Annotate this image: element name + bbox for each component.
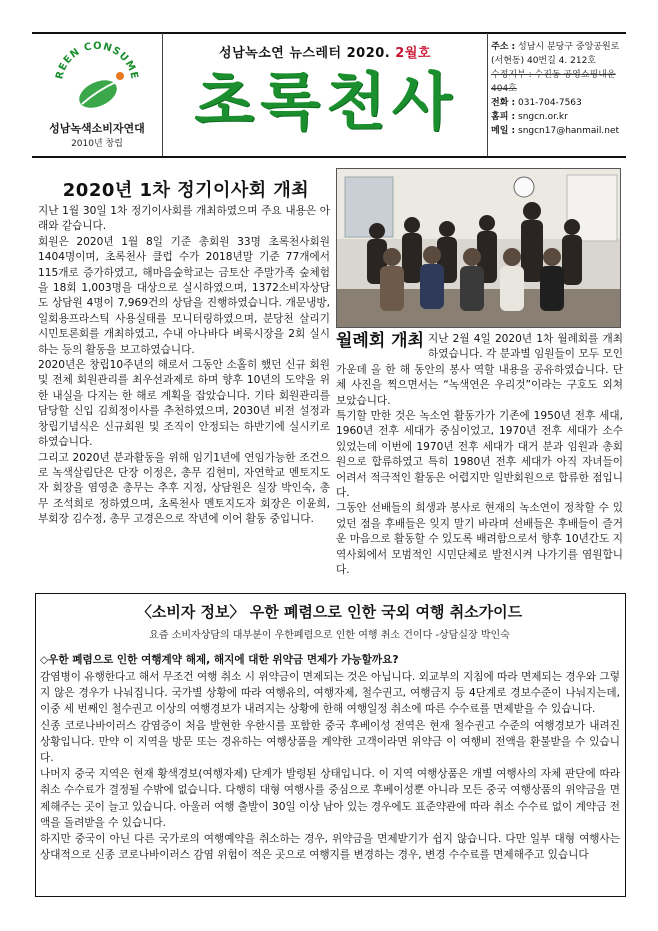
masthead-bottom-rule <box>32 156 626 158</box>
article1-body <box>38 204 330 528</box>
consumer-info-paragraph: 감염병이 유행한다고 해서 무조건 여행 취소 시 위약금이 면제되는 것은 아닙니다. 외교부의 지침에 따라 면제되는 경우와 그렇지 않은 경우가 나눠집니다. 국가별 상황에 따라 여행유의, 여행자제, 철수권고, 여행금지 등 4단계로 경보수준이 나눠지는데, 이중 세 번째인 철수권고 이상의 여행경보가 내려지는 상황에 한해 여행일정 취소에 따른 수수료를 면제받을 수 있습니다. <box>40 671 620 716</box>
logo-arc-text: REEN CONSUME <box>54 40 140 81</box>
founded-year: 2010년 창립 <box>71 139 123 149</box>
consumer-info-title: 〈소비자 정보〉 우한 폐렴으로 인한 국외 여행 취소가이드 <box>136 603 523 621</box>
article1-paragraph: 회원은 2020년 1월 8일 기준 총회원 33명 초록천사회원 1404명이며, 초록천사 클럽 수가 2018년말 기준 77개에서 115개로 증가하였고, 해마음숲학교는 금토산 주말가족 숲체험을 18회 1,003명을 대상으로 실시하였으며, 1372소비자상담도 상담원 4명이 7,969건의 상담을 진행하였습니다. 개문냉방, 일회용프라스틱 사용실태를 모니터링하였으며, 분당천 살리기 시민토론회를 개최하였고, 수내 아나바다 벼룩시장을 2회 실시하는 등의 활동을 보고하였습니다. <box>38 235 330 356</box>
consumer-info-question: ◇우한 폐렴으로 인한 여행계약 해제, 해지에 대한 위약금 면제가 가능할까요? <box>40 654 399 666</box>
address-label: 주소 : <box>491 42 516 52</box>
article2-paragraph: 특기할 만한 것은 녹소연 활동가가 기존에 1950년 전후 세대, 1960년 전후 세대가 중심이었고, 1970년 전후 세대가 소수 있었는데 이번에 1970년 전후 세대가 대거 분과 임원과 총회원으로 합류하였고 특히 1980년 전후 세대가 아직 자녀들이 어려서 적극적인 활동은 어렵지만 일반회원으로 합류한 점입니다. <box>336 410 623 500</box>
article2-paragraph: 지난 2월 4일 2020년 1차 월례회를 개최하였습니다. 각 분과별 임원들이 모두 모인 가운데 올 한 해 동안의 봉사 역할 내용을 공유하였습니다. 단체 사진을 찍으면서는 “녹색연은 우리것”이라는 구호도 외쳐 보았습니다. <box>336 333 623 407</box>
mail-label: 메일 : <box>491 126 516 136</box>
home-label: 홈피 : <box>491 112 516 122</box>
home-link[interactable]: sngcn.or.kr <box>518 112 568 122</box>
org-name: 성남녹색소비자연대 <box>49 122 145 135</box>
article2 <box>336 332 623 579</box>
group-photo <box>336 168 621 328</box>
phone-value: 031-704-7563 <box>518 98 582 108</box>
old-address: 수정지부 : 수진동 공영쇼핑내운 404호 <box>491 70 616 94</box>
phone-label: 전화 : <box>491 98 516 108</box>
consumer-info-paragraph: 하지만 중국이 아닌 다른 국가로의 여행예약을 취소하는 경우, 위약금을 면제받기가 쉽지 않습니다. 다만 일부 대형 여행사는 상대적으로 신종 코로나바이러스 감염 위험이 적은 곳으로 여행지를 변경하는 경우, 변경 수수료를 면제해주고 있습니다 <box>40 833 620 862</box>
issue-month: 2월호 <box>395 46 431 61</box>
article2-paragraph: 그동안 선배들의 희생과 봉사로 현재의 녹소연이 정착할 수 있었던 점을 후배들은 잊지 말기 바라며 선배들은 후배들이 즐거운 마음으로 활동할 수 있도록 배려함으로서 향후 10년간도 지역사회에서 모범적인 시민단체로 발전시켜 나가기를 염원합니다. <box>336 502 623 577</box>
issue-prefix: 성남녹소연 뉴스레터 2020. <box>219 46 396 61</box>
group-photo-image <box>337 169 620 327</box>
svg-text:GREEN CONSUMER <box>42 38 140 81</box>
mail-row <box>491 124 625 138</box>
mail-link[interactable]: sngcn17@hanmail.net <box>518 126 620 136</box>
masthead-divider-left <box>162 33 163 156</box>
green-consumer-logo <box>42 38 152 118</box>
consumer-info-subtitle: 요즘 소비자상담의 대부분이 우한폐렴으로 인한 여행 취소 건이다 -상담실장 박인숙 <box>149 630 510 641</box>
newsletter-title: 초록천사 <box>194 65 458 138</box>
consumer-info-paragraph: 신종 코로나바이러스 감염증이 처음 발현한 우한시를 포함한 중국 후베이성 전역은 현재 철수권고 수준의 여행경보가 내려진 상황입니다. 만약 이 지역을 방문 또는 경유하는 여행상품을 계약한 고객이라면 위약금 이 여행비 전액을 환불받을 수 있습니다. <box>40 719 620 765</box>
article2-title: 월례회 개최 <box>336 331 425 351</box>
phone-row <box>491 96 625 110</box>
address-row <box>491 40 625 68</box>
consumer-info-paragraph: 나머지 중국 지역은 현재 황색경보(여행자제) 단계가 발령된 상태입니다. 이 지역 여행상품은 개별 여행사의 자체 판단에 따라 취소 수수료가 결정될 수밖에 없습니다. 다행히 대형 여행사를 중심으로 후베이성뿐 아니라 모든 중국 여행상품의 위약금을 면제해주는 곳이 늘고 있습니다. 아울러 여행 출발이 30일 이상 남아 있는 경우에도 표준약관에 따라 취소 수수료 없이 계약금 전액을 돌려받을 수 있습니다. <box>40 768 620 829</box>
masthead-divider-right <box>487 33 488 156</box>
article1-title: 2020년 1차 정기이사회 개최 <box>62 180 310 201</box>
article1-paragraph: 지난 1월 30일 1차 정기이사회를 개최하였으며 주요 내용은 아래와 같습니다. <box>38 205 330 233</box>
address-value: 성남시 분당구 중앙공원로 (서현동) 40번길 4. 212호 <box>491 42 620 66</box>
contact-block <box>491 40 625 138</box>
article1-paragraph: 그리고 2020년 분과활동을 위해 임기1년에 연임가능한 조건으로 녹색살림단은 단장 이정은, 총무 김현미, 자연학교 멘토지도자 회장을 염영춘 총무는 추후 지정, 상담원은 실장 박인숙, 총무 조석희로 정하였으며, 초록천사 멘토지도자 회장은 이윤희, 부회장 김수정, 총무 고경은으로 작년에 이어 활동 중입니다. <box>38 451 330 526</box>
leaf-logo-icon <box>42 38 152 118</box>
article1-paragraph: 2020년은 창립10주년의 해로서 그동안 소홀히 했던 신규 회원 및 전체 회원관리를 최우선과제로 하며 향후 10년의 도약을 위한 내실을 다지는 한 해로 계획을 잡았습니다. 기타 회원관리를 담당할 신입 김희정이사를 추천하였으며, 2030년 비전 설정과 창립기념식은 신규회원 및 조직이 안정되는 하반기에 실시키로 하였습니다. <box>38 359 330 449</box>
home-row <box>491 110 625 124</box>
masthead-top-rule <box>32 32 626 34</box>
issue-line <box>165 42 485 61</box>
consumer-info-body <box>40 669 620 863</box>
